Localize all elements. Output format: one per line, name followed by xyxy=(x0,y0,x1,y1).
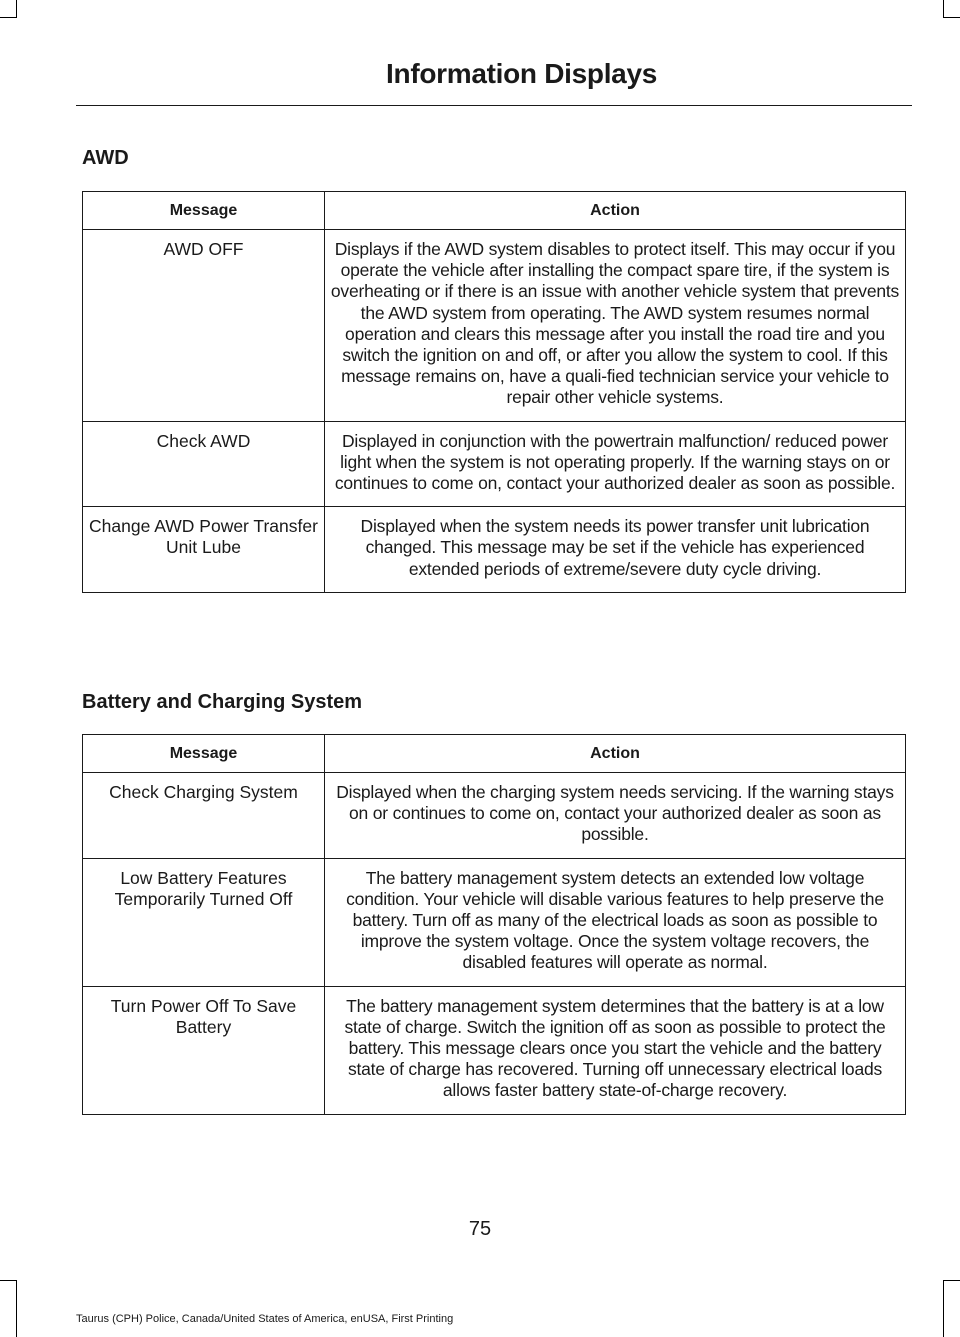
publication-footer: Taurus (CPH) Police, Canada/United States of America, enUSA, First Printing xyxy=(76,1313,454,1325)
action-cell: The battery management system detects an extended low voltage condition. Your vehicle will disable various features to help preserve the battery. Turn off as many of the electrical loads as soon as possible to improve the system voltage. Once the system voltage recovers, the disabled features will operate as normal. xyxy=(325,858,906,986)
table-header-row xyxy=(83,735,906,773)
crop-mark xyxy=(0,1280,17,1281)
message-cell: Turn Power Off To Save Battery xyxy=(83,986,325,1114)
awd-message-table xyxy=(82,191,906,593)
header-divider xyxy=(76,105,912,106)
action-cell: Displayed when the system needs its power transfer unit lubrication changed. This message may be set if the vehicle has experienced extended periods of extreme/severe duty cycle driving. xyxy=(325,507,906,593)
column-header-message: Message xyxy=(83,735,325,773)
page-title: Information Displays xyxy=(386,58,657,89)
column-header-action: Action xyxy=(325,735,906,773)
crop-mark xyxy=(0,17,17,18)
table-row xyxy=(83,507,906,593)
crop-mark xyxy=(16,0,17,18)
crop-mark xyxy=(943,0,944,18)
column-header-action: Action xyxy=(325,192,906,230)
table-row xyxy=(83,858,906,986)
action-cell: Displays if the AWD system disables to protect itself. This may occur if you operate the vehicle after installing the compact spare tire, if the system is overheating or if there is an issue with another vehicle system that prevents the AWD system from operating. The AWD system resumes normal operation and clears this message after you install the road tire and you switch the ignition on and off, or after you allow the system to cool. If this message remains on, have a quali-fied technician service your vehicle to repair other vehicle systems. xyxy=(325,230,906,422)
table-row xyxy=(83,986,906,1114)
table-row xyxy=(83,230,906,422)
crop-mark xyxy=(943,1280,944,1337)
crop-mark xyxy=(943,1280,960,1281)
battery-message-table xyxy=(82,734,906,1115)
table-header-row xyxy=(83,192,906,230)
action-cell: Displayed when the charging system needs servicing. If the warning stays on or continues to come on, contact your authorized dealer as soon as possible. xyxy=(325,773,906,859)
column-header-message: Message xyxy=(83,192,325,230)
table-row xyxy=(83,421,906,507)
action-cell: Displayed in conjunction with the powertrain malfunction/ reduced power light when the system is not operating properly. If the warning stays on or continues to come on, contact your authorized dealer as soon as possible. xyxy=(325,421,906,507)
message-cell: Check AWD xyxy=(83,421,325,507)
message-cell: Check Charging System xyxy=(83,773,325,859)
page-number: 75 xyxy=(468,1218,492,1240)
section-heading-battery: Battery and Charging System xyxy=(82,691,363,713)
action-cell: The battery management system determines that the battery is at a low state of charge. Switch the ignition off as soon as possible to protect the battery. This message clears once you start the vehicle and the battery state of charge has recovered. Turning off unnecessary electrical loads allows faster battery state-of-charge recovery. xyxy=(325,986,906,1114)
crop-mark xyxy=(16,1280,17,1337)
section-heading-awd: AWD xyxy=(82,147,129,169)
message-cell: Change AWD Power Transfer Unit Lube xyxy=(83,507,325,593)
message-cell: Low Battery Features Temporarily Turned Off xyxy=(83,858,325,986)
table-row xyxy=(83,773,906,859)
crop-mark xyxy=(943,17,960,18)
message-cell: AWD OFF xyxy=(83,230,325,422)
